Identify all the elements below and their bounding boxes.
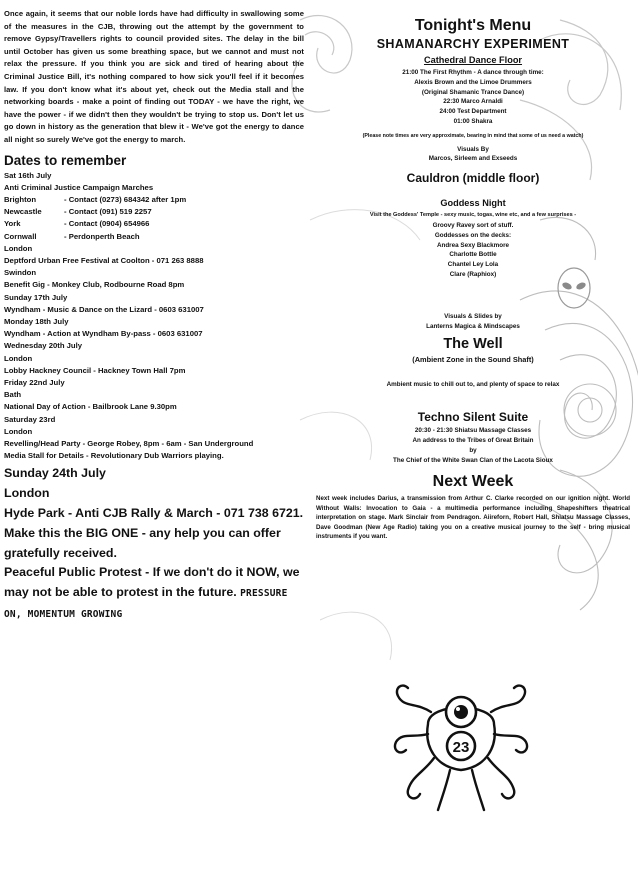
cauldron-line: Clare (Raphiox) bbox=[449, 270, 497, 278]
contact-info: - Contact (0904) 654966 bbox=[64, 219, 150, 229]
event-line: London bbox=[4, 426, 33, 436]
event-line: Benefit Gig - Monkey Club, Rodbourne Road 8pm bbox=[4, 280, 185, 290]
event-line: Wyndham - Action at Wyndham By-pass - 0603 631007 bbox=[4, 329, 203, 339]
cathedral-visuals-label: Visuals By bbox=[457, 145, 489, 153]
cathedral-line: 21:00 The First Rhythm - A dance through time: bbox=[402, 69, 544, 76]
contact-info: - Contact (0273) 684342 after 1pm bbox=[64, 194, 187, 204]
event-line: Wyndham - Music & Dance on the Lizard - 0603 631007 bbox=[4, 304, 204, 314]
protest-text: Peaceful Public Protest - If we don't do it NOW, we may not be able to protest in the future. bbox=[4, 565, 300, 600]
right-column bbox=[316, 16, 630, 542]
cathedral-visuals: Marcos, Sirleem and Exseeds bbox=[428, 155, 518, 163]
times-note: (Please note times are very approximate, bearing in mind that some of us need a watch) bbox=[362, 132, 584, 139]
event-line: Saturday 23rd bbox=[4, 414, 56, 424]
contact-row bbox=[4, 218, 304, 230]
contact-row bbox=[4, 194, 304, 206]
menu-title: Tonight's Menu bbox=[414, 17, 532, 34]
well-subtitle: (Ambient Zone in the Sound Shaft) bbox=[412, 355, 534, 365]
cathedral-line: (Original Shamanic Trance Dance) bbox=[421, 88, 525, 96]
cauldron-title: Cauldron (middle floor) bbox=[406, 171, 540, 186]
event-line: Media Stall for Details - Revolutionary Dub Warriors playing. bbox=[4, 451, 224, 461]
contact-city: Brighton bbox=[4, 194, 37, 204]
sun24-location: London bbox=[4, 486, 50, 501]
date-sat-16: Sat 16th July bbox=[4, 170, 52, 180]
cathedral-line: 22:30 Marco Arnaldi bbox=[443, 98, 503, 106]
cauldron-line: Chantel Ley Lola bbox=[447, 261, 499, 269]
anti-cjb-marches: Anti Criminal Justice Campaign Marches bbox=[4, 182, 154, 192]
event-line: Wednesday 20th July bbox=[4, 341, 83, 351]
cauldron-line: Goddesses on the decks: bbox=[434, 231, 512, 239]
next-week-title: Next Week bbox=[432, 473, 514, 491]
techno-line: The Chief of the White Swan Clan of the Lacota Sioux bbox=[393, 456, 553, 464]
contact-city: Cornwall bbox=[4, 231, 37, 241]
techno-line: by bbox=[469, 446, 477, 454]
contact-info: - Contact (091) 519 2257 bbox=[64, 207, 152, 217]
event-line: National Day of Action - Bailbrook Lane 9.30pm bbox=[4, 402, 177, 412]
event-line: Bath bbox=[4, 390, 22, 400]
hyde-park-rally: Hyde Park - Anti CJB Rally & March - 071 738 6721. Make this the BIG ONE - any help you can offer gratefully received. bbox=[4, 506, 304, 560]
badge-number: 23 bbox=[452, 739, 470, 756]
next-week-text: Next week includes Darius, a transmission from Arthur C. Clarke recorded on our ignition night. World Without Walls: Invocation to Gaia - a multimedia performance including Shapeshifters theatrical interpretation on stage. Mark Sinclair from Pendragon. Aiireforn, Robert Hall, Shiatsu Massage Classes, Dave Goodman (New Age Radio) taking you on a creative musical journey to the self - bring musical instruments if you want. bbox=[316, 495, 630, 541]
handwritten-note: PRESSURE ON, MOMENTUM GROWING bbox=[4, 588, 288, 620]
contact-info: - Perdonperth Beach bbox=[64, 231, 140, 241]
cathedral-line: 01:00 Shakra bbox=[453, 117, 493, 125]
cauldron-visuals-label: Visuals & Slides by bbox=[444, 312, 502, 320]
event-line: London bbox=[4, 353, 33, 363]
cauldron-line: Andrea Sexy Blackmore bbox=[436, 241, 510, 249]
intro-paragraph: Once again, it seems that our noble lords have had difficulty in swallowing some of the measures in the CJB, throwing out the attempt by the government to remove Gypsy/Travellers rights to council provided sites. The delay in the bill until October has given us some breathing space, but we cannot and must not relax the pressure. If you think you are sick and tired of hearing about the Criminal Justice Bill, it's nothing compared to how sick you'll feel if it becomes law. If you don't know what it's about yet, check out the Media stall and the networking boards - make a point of finding out TODAY - we have the right, we have the power - if we didn't then they wouldn't be trying to stop us. Don't let us go down in history as the generation that blew it - We've got the energy to dance all night so surely We've got the energy to march. bbox=[4, 9, 304, 144]
event-line: Lobby Hackney Council - Hackney Town Hall 7pm bbox=[4, 365, 186, 375]
contact-city: York bbox=[4, 219, 21, 229]
contact-city: Newcastle bbox=[4, 207, 42, 217]
sunday-24-block bbox=[4, 464, 304, 624]
date-sun-24: Sunday 24th July bbox=[4, 466, 106, 481]
event-line: Revelling/Head Party - George Robey, 8pm - 6am - San Underground bbox=[4, 439, 254, 448]
contact-row bbox=[4, 231, 304, 243]
well-title: The Well bbox=[443, 336, 503, 353]
cathedral-line: Alexis Brown and the Limoe Drummers bbox=[414, 78, 532, 86]
cauldron-line: Visit the Goddess' Temple - sexy music, togas, wine etc, and a few surprises - bbox=[369, 212, 577, 219]
event-line: Monday 18th July bbox=[4, 316, 69, 326]
cauldron-line: Groovy Ravey sort of stuff. bbox=[432, 221, 514, 229]
cauldron-visuals: Lanterns Magica & Mindscapes bbox=[426, 322, 520, 330]
event-line: Deptford Urban Free Festival at Coolton - 071 263 8888 bbox=[4, 255, 204, 265]
event-line: London bbox=[4, 243, 33, 253]
left-column bbox=[4, 8, 304, 625]
techno-title: Techno Silent Suite bbox=[417, 410, 529, 425]
event-line: Friday 22nd July bbox=[4, 377, 65, 387]
event-name: SHAMANARCHY EXPERIMENT bbox=[376, 37, 570, 51]
well-text: Ambient music to chill out to, and plenty of space to relax bbox=[386, 381, 560, 389]
peaceful-protest bbox=[4, 563, 304, 624]
techno-line: An address to the Tribes of Great Britain bbox=[412, 436, 534, 444]
event-line: Swindon bbox=[4, 268, 37, 278]
event-line: Sunday 17th July bbox=[4, 292, 68, 302]
contact-row bbox=[4, 206, 304, 218]
techno-line: 20:30 - 21:30 Shiatsu Massage Classes bbox=[414, 427, 532, 435]
cauldron-line: Charlotte Bottle bbox=[449, 251, 497, 259]
cathedral-line: 24:00 Test Department bbox=[439, 108, 507, 116]
cathedral-title: Cathedral Dance Floor bbox=[423, 55, 523, 65]
dates-heading: Dates to remember bbox=[4, 152, 127, 168]
cyclops-creature-illustration bbox=[386, 672, 536, 822]
goddess-night: Goddess Night bbox=[440, 198, 506, 209]
